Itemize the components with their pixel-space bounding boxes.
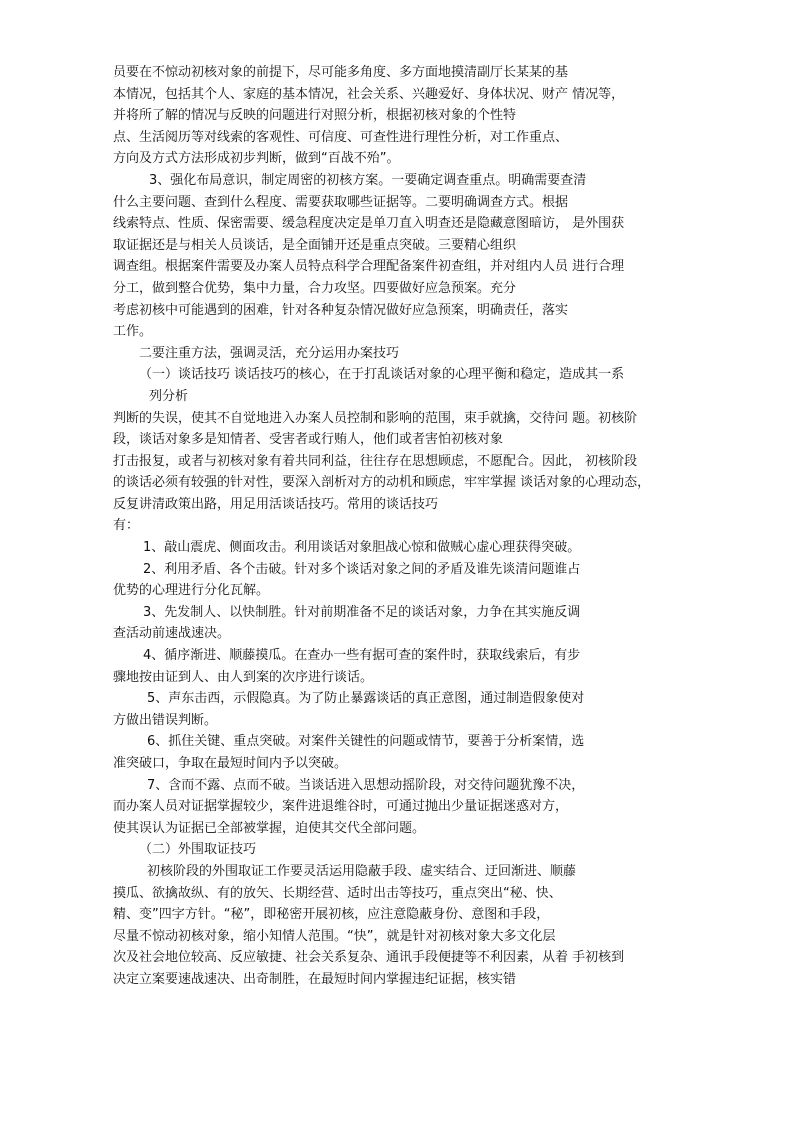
text-line: 1、敲山震虎、侧面攻击。利用谈话对象胆战心惊和做贼心虚心理获得突破。 [143, 540, 581, 556]
text-line: 取证据还是与相关人员谈话，是全面铺开还是重点突破。三要精心组织 [113, 237, 517, 253]
text-line: 方向及方式方法形成初步判断，做到“百战不殆”。 [113, 151, 400, 167]
text-line: 员要在不惊动初核对象的前提下，尽可能多角度、多方面地摸清副厅长某某的基 [113, 65, 569, 80]
text-line: 使其误认为证据已全部被掌握，迫使其交代全部问题。 [113, 820, 426, 836]
text-line: 3、强化布局意识，制定周密的初核方案。一要确定调查重点。明确需要查清 [149, 172, 587, 188]
text-line: 分工，做到整合优势，集中力量，合力攻坚。四要做好应急预案。充分 [113, 280, 517, 296]
text-line: 4、循序渐进、顺藤摸瓜。在查办一些有据可查的案件时，获取线索后，有步 [143, 648, 581, 664]
text-line: 判断的失误，使其不自觉地进入办案人员控制和影响的范围，束手就擒，交待问 题。初核阶 [113, 410, 638, 426]
text-line: 打击报复，或者与初核对象有着共同利益，往往存在思想顾虑，不愿配合。因此， 初核阶段 [113, 453, 638, 469]
text-line: 次及社会地位较高、反应敏捷、社会关系复杂、通讯手段便捷等不利因素，从着 手初核到 [113, 950, 625, 966]
text-line: 摸瓜、欲擒故纵、有的放矢、长期经营、适时出击等技巧，重点突出“秘、快、 [113, 885, 562, 901]
text-line: 6、抓住关键、重点突破。对案件关键性的问题或情节，要善于分析案情，选 [147, 734, 585, 750]
text-line: 点、生活阅历等对线索的客观性、可信度、可查性进行理性分析，对工作重点、 [113, 129, 569, 145]
text-line: 3、先发制人、以快制胜。针对前期准备不足的谈话对象，力争在其实施反调 [143, 604, 581, 620]
text-line: 5、声东击西，示假隐真。为了防止暴露谈话的真正意图，通过制造假象使对 [147, 691, 585, 707]
text-line: 什么主要问题、查到什么程度、需要获取哪些证据等。二要明确调查方式。根据 [113, 194, 569, 210]
text-line: 调查组。根据案件需要及办案人员特点科学合理配备案件初查组，并对组内人员 进行合理 [113, 259, 625, 275]
text-line: 列分析 [149, 388, 189, 404]
text-line: （一）谈话技巧 谈话技巧的核心，在于打乱谈话对象的心理平衡和稳定，造成其一系 [139, 367, 625, 383]
text-line: 查活动前速战速决。 [113, 626, 231, 642]
text-line: 本情况，包括其个人、家庭的基本情况，社会关系、兴趣爱好、身体状况、财产 情况等， [113, 86, 625, 102]
document-body [113, 62, 713, 991]
text-line: 优势的心理进行分化瓦解。 [113, 583, 270, 599]
text-line: 工作。 [113, 324, 153, 340]
text-line: 初核阶段的外围取证工作要灵活运用隐蔽手段、虚实结合、迂回渐进、顺藤 [147, 863, 577, 879]
text-line: 尽量不惊动初核对象，缩小知情人范围。“快”，就是针对初核对象大多文化层 [113, 928, 556, 944]
text-line: 线索特点、性质、保密需要、缓急程度决定是单刀直入明查还是隐藏意图暗访， 是外围获 [113, 216, 625, 232]
text-line: 准突破口，争取在最短时间内予以突破。 [113, 756, 348, 771]
text-line: 考虑初核中可能遇到的困难，针对各种复杂情况做好应急预案，明确责任，落实 [113, 302, 569, 318]
text-line: 而办案人员对证据掌握较少，案件进退维谷时，可通过抛出少量证据迷惑对方， [113, 799, 569, 815]
text-line: 2、利用矛盾、各个击破。针对多个谈话对象之间的矛盾及谁先谈清问题谁占 [143, 561, 581, 577]
text-line: 的谈话必须有较强的针对性，要深入剖析对方的动机和顾虑，牢牢掌握 谈话对象的心理动态， [113, 475, 651, 491]
text-line: 7、含而不露、点而不破。当谈话进入思想动摇阶段，对交待问题犹豫不决， [147, 777, 585, 793]
text-line: 方做出错误判断。 [113, 712, 218, 728]
text-line: 段，谈话对象多是知情者、受害者或行贿人，他们或者害怕初核对象 [113, 432, 504, 448]
text-line: 决定立案要速战速决、出奇制胜，在最短时间内掌握违纪证据，核实错 [113, 971, 517, 987]
text-line: 二要注重方法，强调灵活，充分运用办案技巧 [139, 345, 400, 361]
text-line: 骤地按由证到人、由人到案的次序进行谈话。 [113, 669, 374, 685]
text-line: 精、变”四字方针。“秘”，即秘密开展初核，应注意隐蔽身份、意图和手段， [113, 907, 550, 923]
text-line: 有： [113, 518, 140, 534]
text-line: （二）外围取证技巧 [139, 842, 257, 858]
text-line: 并将所了解的情况与反映的问题进行对照分析，根据初核对象的个性特 [113, 108, 517, 124]
text-line: 反复讲清政策出路，用足用活谈话技巧。常用的谈话技巧 [113, 496, 439, 512]
